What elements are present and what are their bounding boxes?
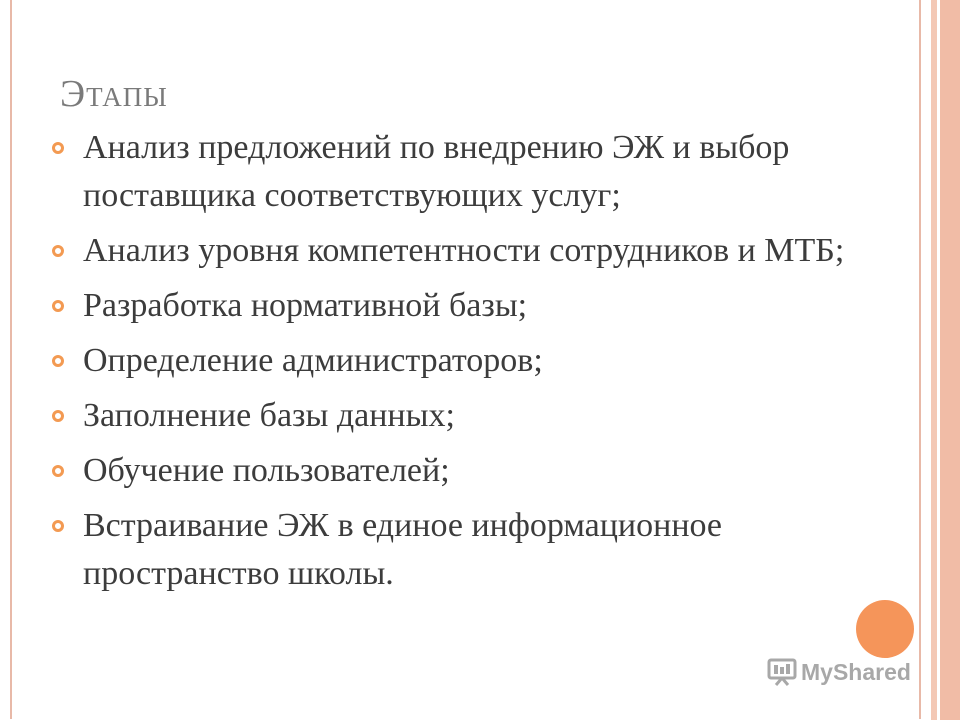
bullet-circle-icon: [52, 520, 64, 532]
list-item: [52, 447, 892, 495]
slide-title: Этапы: [60, 73, 168, 115]
bullet-text: Анализ уровня компетентности сотрудников и МТБ;: [83, 232, 845, 269]
bullet-circle-icon: [52, 142, 64, 154]
bullet-text: Заполнение базы данных;: [83, 397, 455, 434]
list-item: [52, 502, 892, 598]
list-item: [52, 124, 892, 220]
bullet-text: Обучение пользователей;: [83, 452, 450, 489]
bullet-text: Анализ предложений по внедрению ЭЖ и выбор поставщика соответствующих услуг;: [83, 129, 790, 214]
list-item: [52, 337, 892, 385]
bullet-text: Определение администраторов;: [83, 342, 543, 379]
bullet-circle-icon: [52, 355, 64, 367]
bullet-circle-icon: [52, 465, 64, 477]
decorative-stripes: [925, 0, 960, 720]
watermark-text: MyShared: [801, 658, 911, 685]
bullet-circle-icon: [52, 300, 64, 312]
bullet-text: Разработка нормативной базы;: [83, 287, 528, 324]
bullet-list: [52, 124, 892, 605]
list-item: [52, 227, 892, 275]
bullet-circle-icon: [52, 410, 64, 422]
bullet-text: Встраивание ЭЖ в единое информационное пространство школы.: [83, 507, 723, 592]
watermark[interactable]: [767, 658, 911, 686]
list-item: [52, 282, 892, 330]
decorative-orange-circle: [856, 600, 914, 658]
list-item: [52, 392, 892, 440]
bullet-circle-icon: [52, 245, 64, 257]
presentation-board-icon: [767, 658, 797, 686]
